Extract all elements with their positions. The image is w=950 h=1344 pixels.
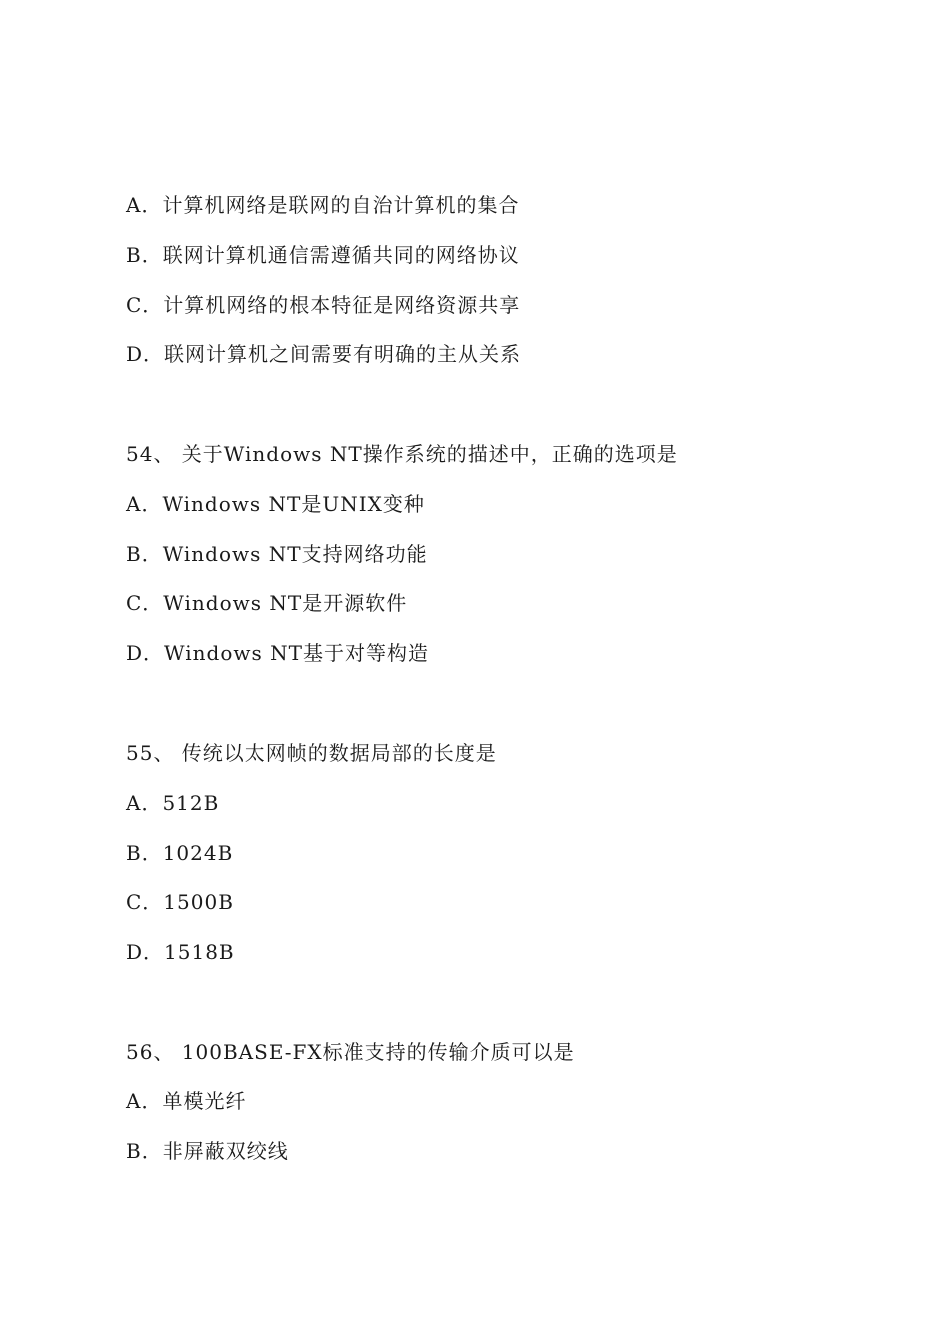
q55-option-c: C．1500B (126, 890, 234, 914)
q54-option-a: A．Windows NT是UNIX变种 (126, 492, 425, 516)
q56-option-a: A．单模光纤 (126, 1089, 247, 1113)
q53-option-d: D．联网计算机之间需要有明确的主从关系 (126, 342, 522, 366)
q54-question: 54、 关于Windows NT操作系统的描述中，正确的选项是 (126, 442, 678, 466)
q53-option-b: B．联网计算机通信需遵循共同的网络协议 (126, 243, 520, 267)
q53-option-c: C．计算机网络的根本特征是网络资源共享 (126, 293, 521, 317)
q53-option-a: A．计算机网络是联网的自治计算机的集合 (126, 193, 520, 217)
q54-option-d: D．Windows NT基于对等构造 (126, 641, 429, 665)
q55-question: 55、 传统以太网帧的数据局部的长度是 (126, 741, 497, 765)
q55-option-b: B．1024B (126, 841, 234, 865)
q55-option-d: D．1518B (126, 940, 235, 964)
q54-option-b: B．Windows NT支持网络功能 (126, 542, 428, 566)
q56-question: 56、 100BASE-FX标准支持的传输介质可以是 (126, 1040, 575, 1064)
q54-option-c: C．Windows NT是开源软件 (126, 591, 408, 615)
q55-option-a: A．512B (126, 791, 220, 815)
q56-option-b: B．非屏蔽双绞线 (126, 1139, 289, 1163)
